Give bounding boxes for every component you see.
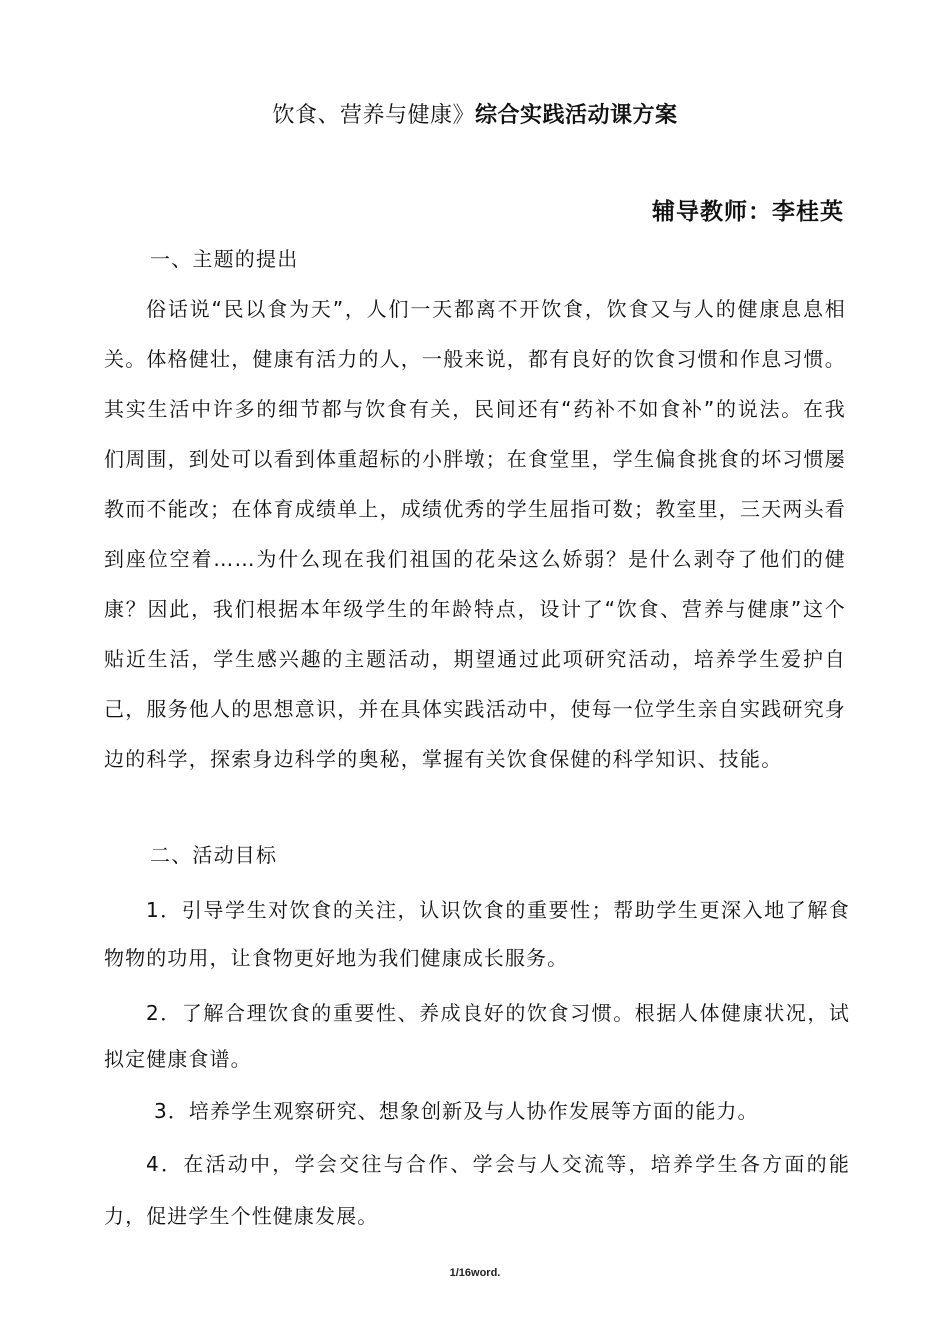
section-2-heading: 二、活动目标 <box>150 843 278 867</box>
title-part-normal: 饮食、营养与健康》 <box>272 103 475 128</box>
section-1-heading: 一、主题的提出 <box>150 247 299 271</box>
objective-item-1: 1．引导学生对饮食的关注，认识饮食的重要性；帮助学生更深入地了解食物物的功用，让食物更好地为我们健康成长服务。 <box>104 898 850 970</box>
section-1-paragraph: 俗话说“民以食为天”，人们一天都离不开饮食，饮食又与人的健康息息相关。体格健壮，健康有活力的人，一般来说，都有良好的饮食习惯和作息习惯。其实生活中许多的细节都与饮食有关，民间还有“药补不如食补”的说法。在我们周围，到处可以看到体重超标的小胖墩；在食堂里，学生偏食挑食的坏习惯屡教而不能改；在体育成绩单上，成绩优秀的学生屈指可数；教室里，三天两头看到座位空着……为什么现在我们祖国的花朵这么娇弱？是什么剥夺了他们的健康？因此，我们根据本年级学生的年龄特点，设计了“饮食、营养与健康”这个贴近生活，学生感兴趣的主题活动，期望通过此项研究活动，培养学生爱护自己，服务他人的思想意识，并在具体实践活动中，使每一位学生亲自实践研究身边的科学，探索身边科学的奥秘，掌握有关饮食保健的科学知识、技能。 <box>104 297 846 771</box>
advisor-line: 辅导教师：李桂英 <box>652 199 844 225</box>
title-part-bold: 综合实践活动课方案 <box>475 103 678 128</box>
objective-item-4: 4．在活动中，学会交往与合作、学会与人交流等，培养学生各方面的能力，促进学生个性健康发展。 <box>104 1152 850 1228</box>
page-footer: 1/16word. <box>449 1267 501 1279</box>
document-title <box>0 100 950 132</box>
objective-item-3: 3．培养学生观察研究、想象创新及与人协作发展等方面的能力。 <box>154 1099 759 1123</box>
objective-item-2: 2．了解合理饮食的重要性、养成良好的饮食习惯。根据人体健康状况，试拟定健康食谱。 <box>104 1001 850 1071</box>
